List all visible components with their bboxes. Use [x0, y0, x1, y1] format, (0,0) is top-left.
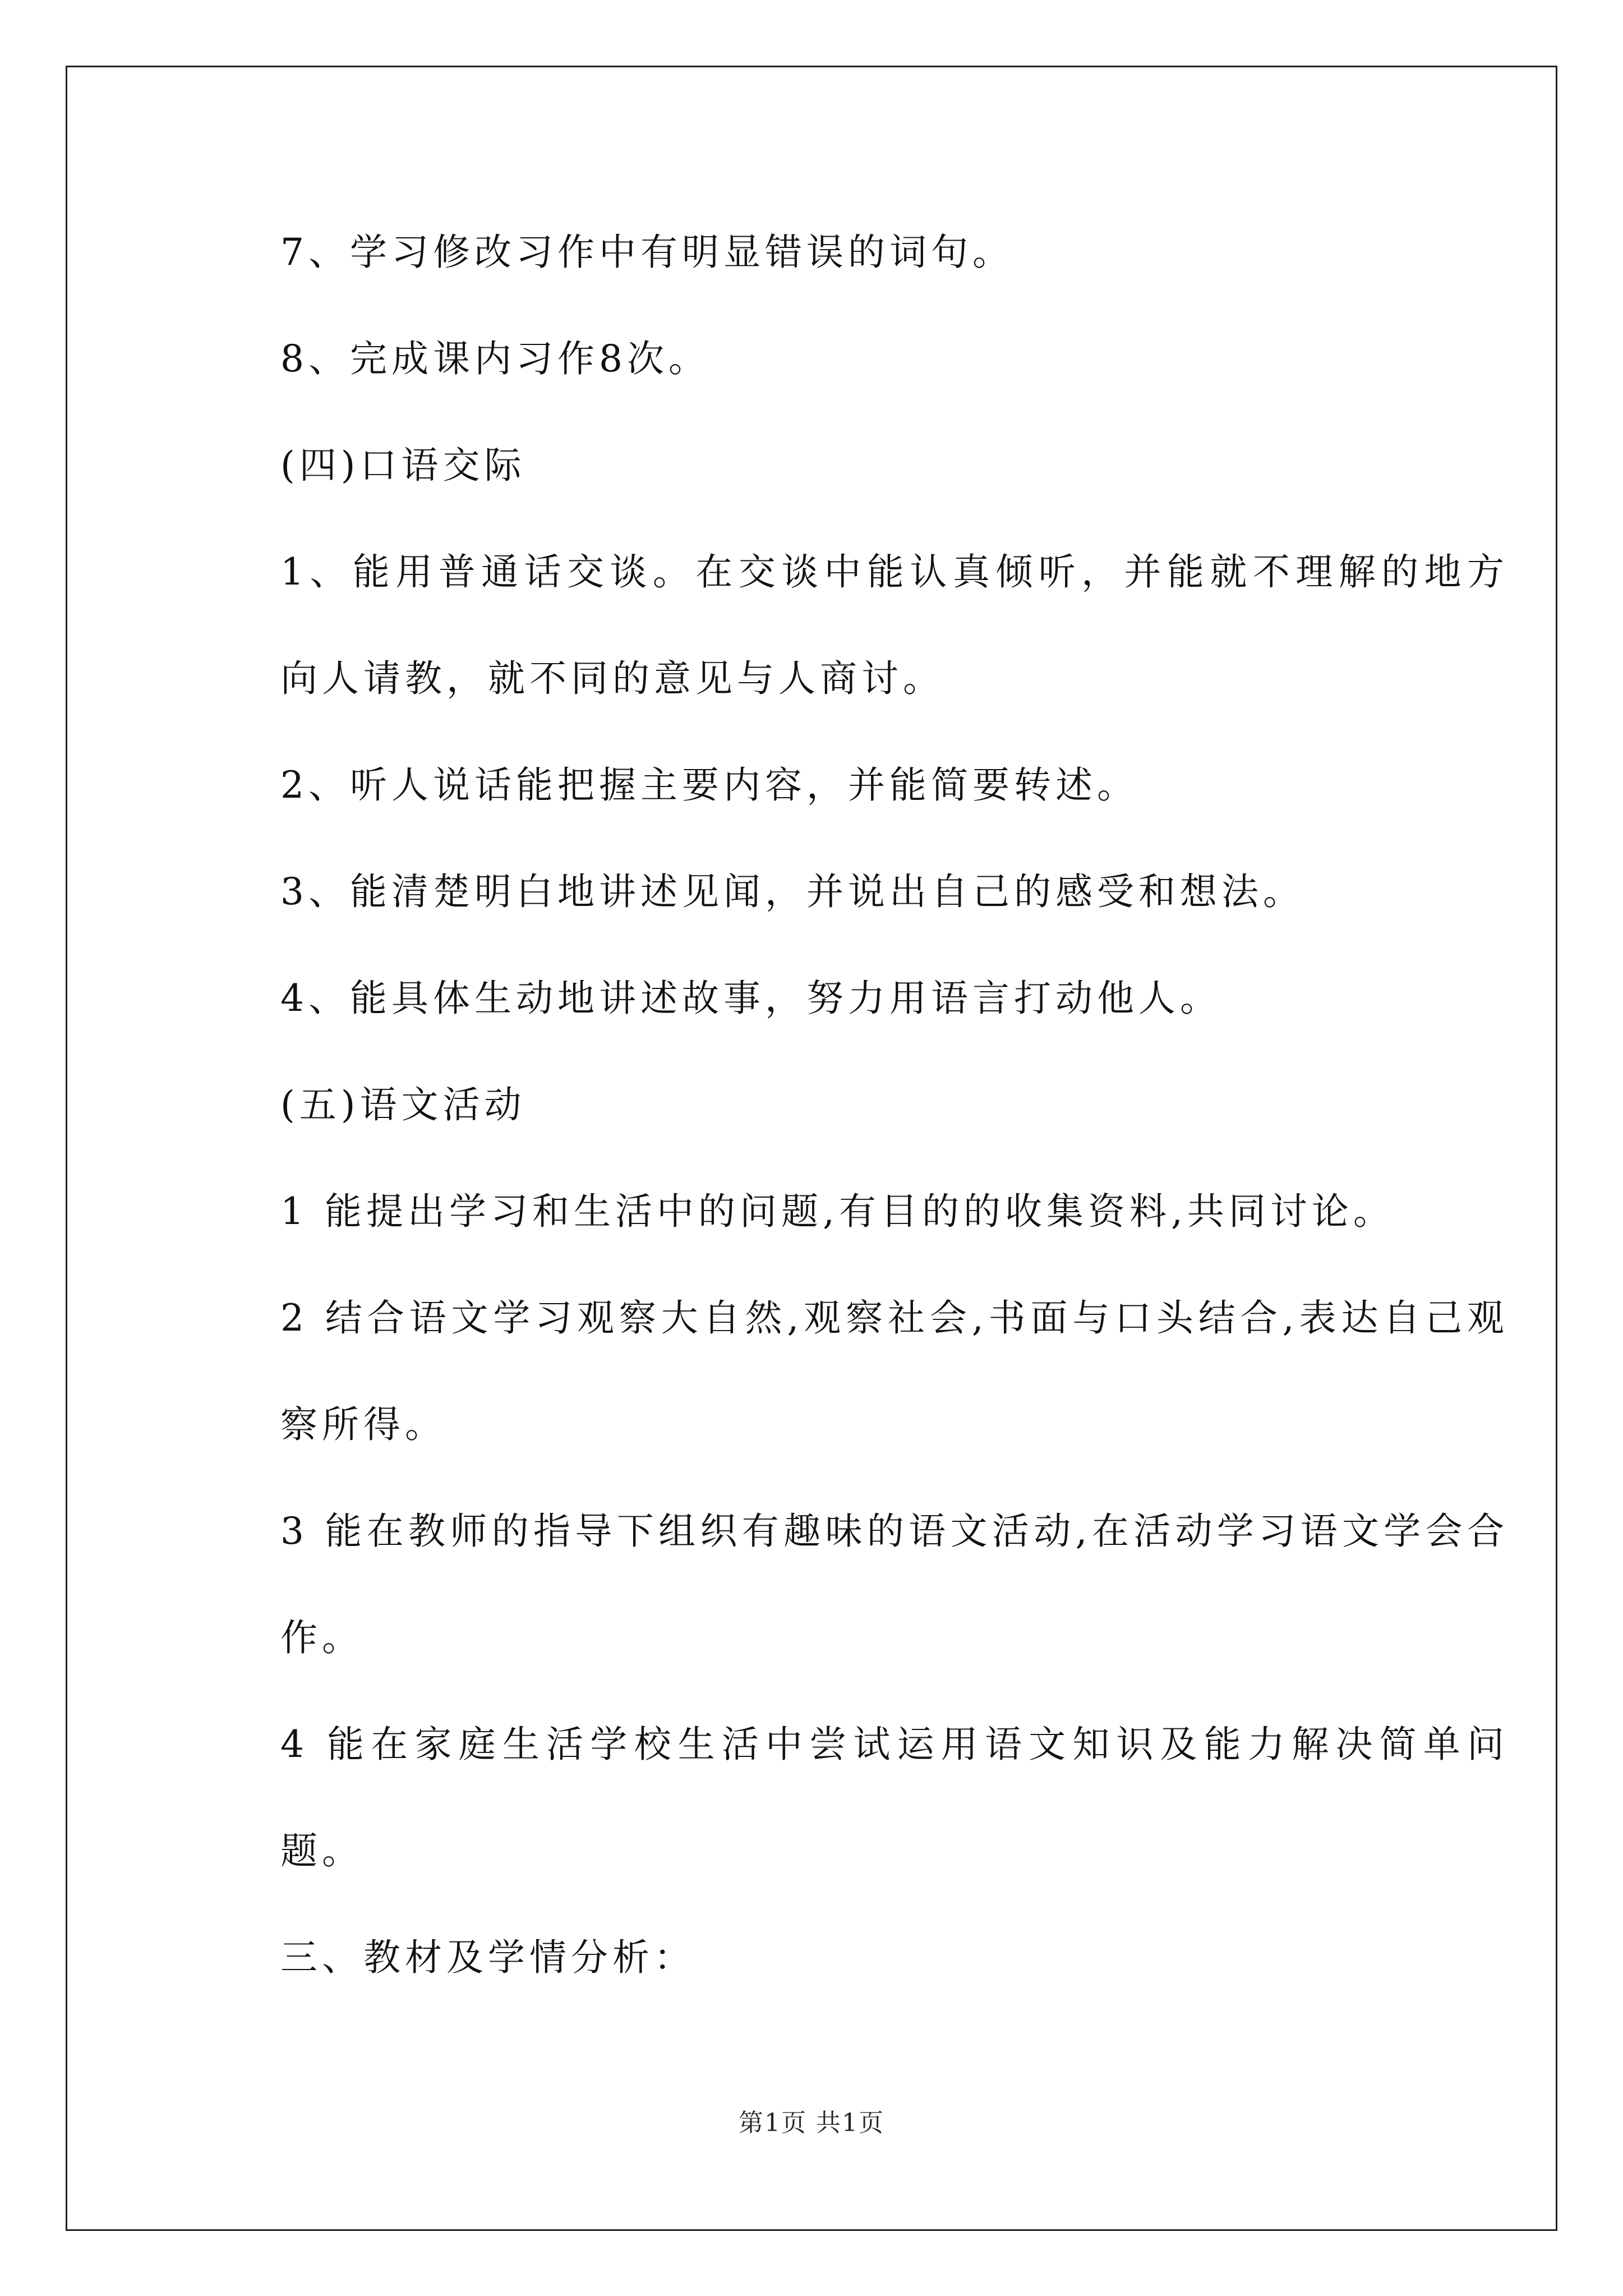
paragraph-activity-item-4: 4 能在家庭生活学校生活中尝试运用语文知识及能力解决简单问题。 [280, 1723, 1509, 1872]
paragraph-activity-item-2: 2 结合语文学习观察大自然,观察社会,书面与口头结合,表达自己观察所得。 [280, 1296, 1509, 1446]
paragraph-activity-item-1: 1 能提出学习和生活中的问题,有目的的收集资料,共同讨论。 [280, 1190, 1395, 1233]
section-heading-oral-communication: (四)口语交际 [280, 444, 526, 487]
paragraph-oral-item-4: 4、能具体生动地讲述故事，努力用语言打动他人。 [280, 977, 1221, 1020]
paragraph-oral-item-1: 1、能用普通话交谈。在交谈中能认真倾听，并能就不理解的地方向人请教，就不同的意见与人商讨。 [280, 550, 1509, 700]
paragraph-writing-item-7: 7、学习修改习作中有明显错误的词句。 [280, 231, 1014, 274]
section-heading-chinese-activities: (五)语文活动 [280, 1083, 526, 1126]
paragraph-activity-item-3: 3 能在教师的指导下组织有趣味的语文活动,在活动学习语文学会合作。 [280, 1510, 1509, 1659]
paragraph-writing-item-8: 8、完成课内习作8次。 [280, 337, 710, 380]
paragraph-oral-item-2: 2、听人说话能把握主要内容，并能简要转述。 [280, 763, 1138, 807]
section-heading-textbook-analysis: 三、教材及学情分析： [280, 1936, 695, 1979]
paragraph-oral-item-3: 3、能清楚明白地讲述见闻，并说出自己的感受和想法。 [280, 870, 1304, 913]
page-footer: 第1页 共1页 [739, 2109, 884, 2137]
